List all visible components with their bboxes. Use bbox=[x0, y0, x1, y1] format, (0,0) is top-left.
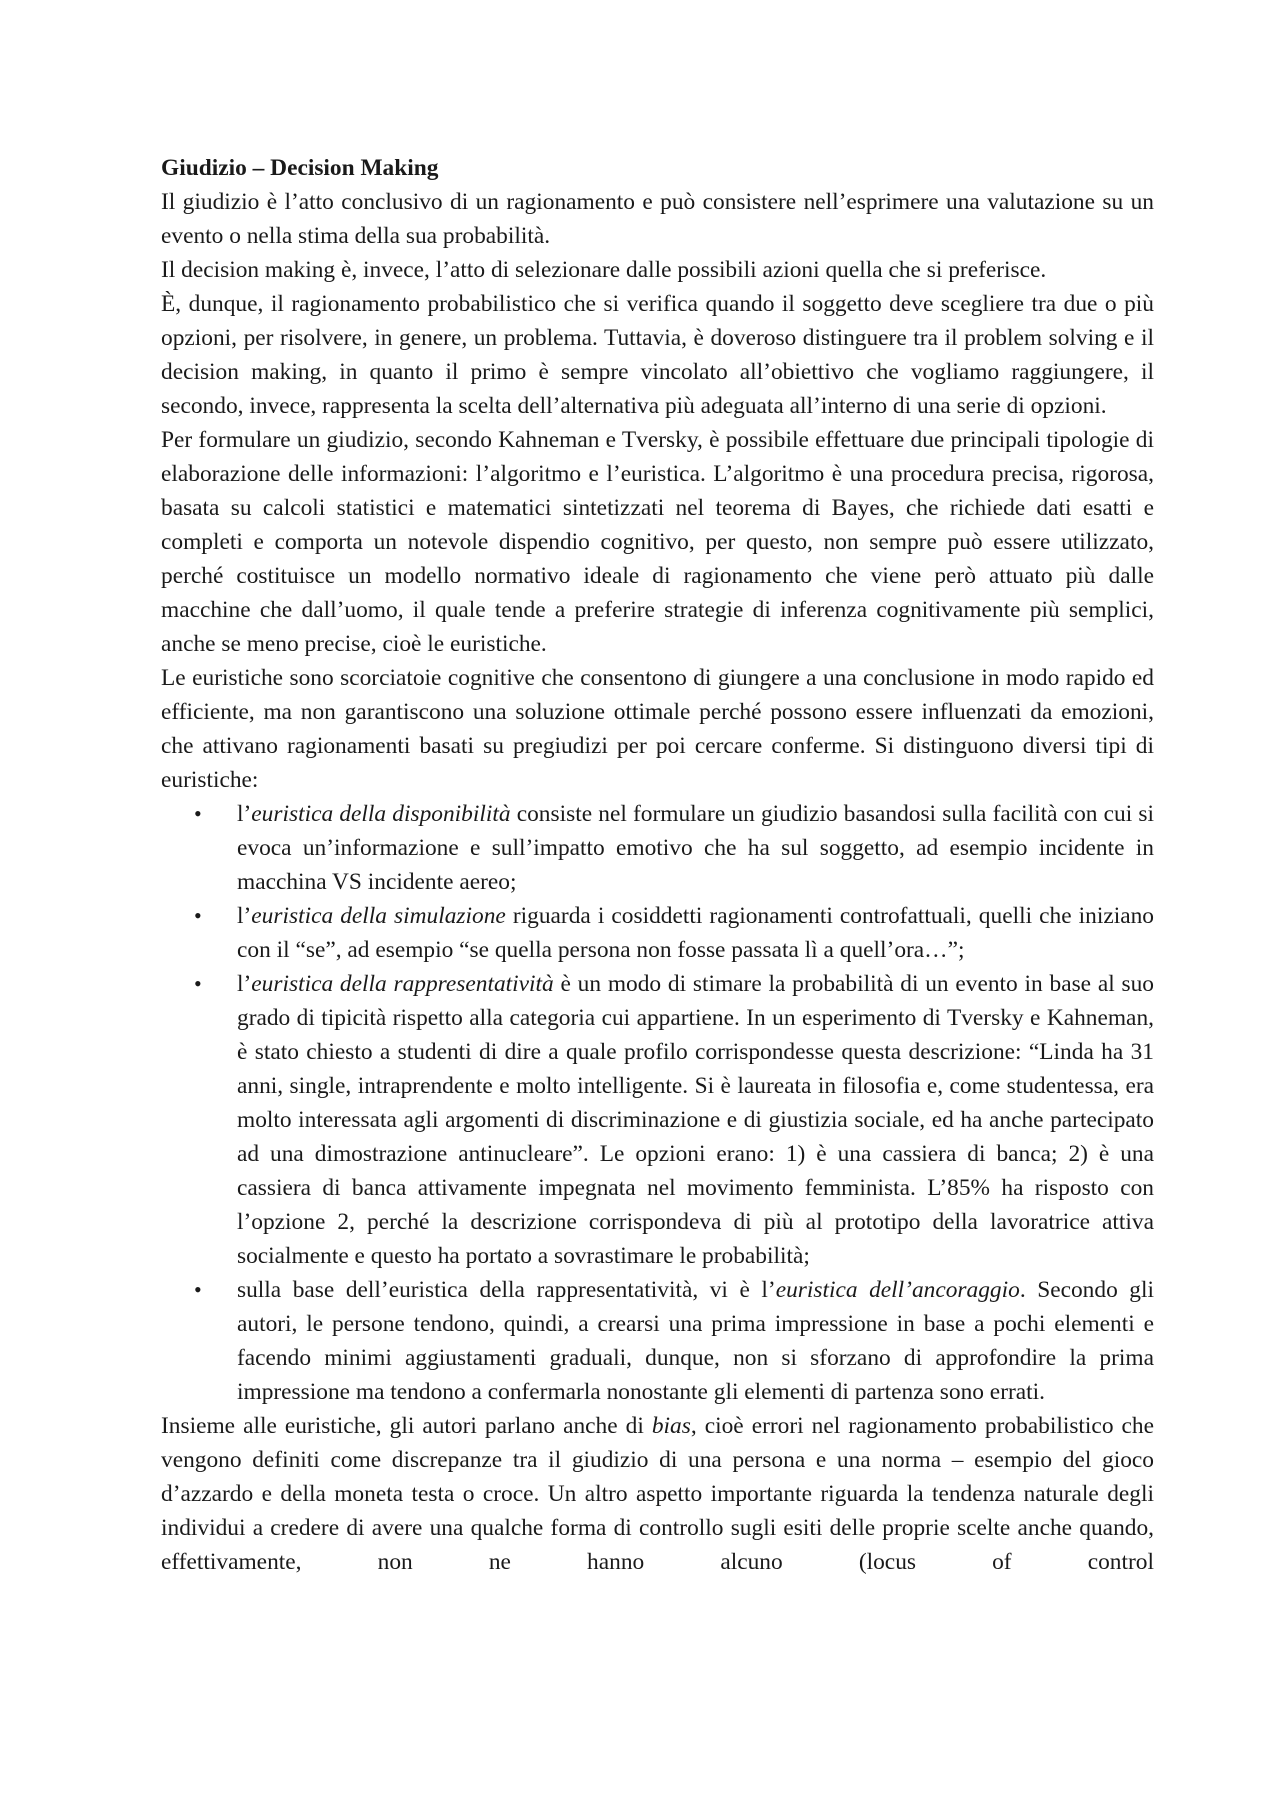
paragraph-probabilistic-reasoning: È, dunque, il ragionamento probabilistico che si verifica quando il soggetto deve scegliere tra due o più opzioni, per risolvere, in genere, un problema. Tuttavia, è doveroso distinguere tra il problem solving e il decision making, in quanto il primo è sempre vincolato all’obiettivo che vogliamo raggiungere, il secondo, invece, rappresenta la scelta dell’alternativa più adeguata all’interno di una serie di opzioni. bbox=[161, 291, 1154, 419]
list-item-ancoraggio bbox=[194, 1273, 1154, 1409]
document-page bbox=[161, 151, 1154, 1579]
paragraph-algoritmo-euristica: Per formulare un giudizio, secondo Kahneman e Tversky, è possibile effettuare due principali tipologie di elaborazione delle informazioni: l’algoritmo e l’euristica. L’algoritmo è una procedura precisa, rigorosa, basata su calcoli statistici e matematici sintetizzati nel teorema di Bayes, che richiede dati esatti e completi e comporta un notevole dispendio cognitivo, per questo, non sempre può essere utilizzato, perché costituisce un modello normativo ideale di ragionamento che viene però attuato più dalle macchine che dall’uomo, il quale tende a preferire strategie di inferenza cognitivamente più semplici, anche se meno precise, cioè le euristiche. bbox=[161, 427, 1154, 657]
list-item-simulazione bbox=[194, 899, 1155, 967]
bullet-icon: • bbox=[194, 1277, 202, 1302]
paragraph-bias-start: Insieme alle euristiche, gli autori parlano anche di bbox=[161, 1413, 652, 1439]
list-item-prefix: l’ bbox=[237, 903, 252, 929]
paragraph-euristiche-intro: Le euristiche sono scorciatoie cognitive che consentono di giungere a una conclusione in modo rapido ed efficiente, ma non garantiscono una soluzione ottimale perché possono essere influenzati da emozioni, che attivano ragionamenti basati su pregiudizi per poi cercare conferme. Si distinguono diversi tipi di euristiche: bbox=[161, 665, 1154, 793]
paragraph-giudizio-definition: Il giudizio è l’atto conclusivo di un ragionamento e può consistere nell’esprimere una valutazione su un evento o nella stima della sua probabilità. bbox=[161, 189, 1154, 249]
paragraph-bias-end: , cioè errori nel ragionamento probabilistico che vengono definiti come discrepanze tra il giudizio di una persona e una norma – esempio del gioco d’azzardo e della moneta testa o croce. Un altro aspetto importante riguarda la tendenza naturale degli individui a credere di avere una qualche forma di controllo sugli esiti delle proprie scelte anche quando, effettivamente, non ne hanno alcuno (locus of control bbox=[161, 1413, 1154, 1575]
list-item-term: euristica della simulazione bbox=[251, 903, 506, 929]
list-item-disponibilita bbox=[194, 797, 1154, 899]
list-item-term: euristica della disponibilità bbox=[251, 801, 511, 827]
list-item-rappresentativita bbox=[194, 967, 1154, 1273]
list-item-text: riguarda i cosiddetti ragionamenti controfattuali, quelli che iniziano con il “se”, ad esempio “se quella persona non fosse passata lì a quell’ora…”; bbox=[237, 903, 1155, 963]
paragraph-bias bbox=[161, 1409, 1154, 1579]
list-item-term: euristica della rappresentatività bbox=[251, 971, 554, 997]
euristiche-list bbox=[161, 797, 1154, 1409]
bullet-icon: • bbox=[194, 801, 202, 826]
list-item-text: è un modo di stimare la probabilità di un evento in base al suo grado di tipicità rispetto alla categoria cui appartiene. In un esperimento di Tversky e Kahneman, è stato chiesto a studenti di dire a quale profilo corrispondesse questa descrizione: “Linda ha 31 anni, single, intraprendente e molto intelligente. Si è laureata in filosofia e, come studentessa, era molto interessata agli argomenti di discriminazione e di giustizia sociale, ed ha anche partecipato ad una dimostrazione antinucleare”. Le opzioni erano: 1) è una cassiera di banca; 2) è una cassiera di banca attivamente impegnata nel movimento femminista. L’85% ha risposto con l’opzione 2, perché la descrizione corrispondeva di più al prototipo della lavoratrice attiva socialmente e questo ha portato a sovrastimare le probabilità; bbox=[237, 971, 1154, 1269]
list-item-text: . Secondo gli autori, le persone tendono, quindi, a crearsi una prima impressione in base a pochi elementi e facendo minimi aggiustamenti graduali, dunque, non si sforzano di approfondire la prima impressione ma tendono a confermarla nonostante gli elementi di partenza sono errati. bbox=[237, 1277, 1154, 1405]
paragraph-decision-making-definition: Il decision making è, invece, l’atto di selezionare dalle possibili azioni quella che si preferisce. bbox=[161, 257, 1047, 283]
bullet-icon: • bbox=[194, 903, 202, 928]
bullet-icon: • bbox=[194, 971, 202, 996]
list-item-prefix: sulla base dell’euristica della rappresentatività, vi è l’ bbox=[237, 1277, 776, 1303]
list-item-prefix: l’ bbox=[237, 801, 252, 827]
document-title: Giudizio – Decision Making bbox=[161, 155, 439, 181]
list-item-term: euristica dell’ancoraggio bbox=[775, 1277, 1020, 1303]
bias-term: bias bbox=[651, 1413, 691, 1439]
list-item-prefix: l’ bbox=[237, 971, 252, 997]
list-item-text: consiste nel formulare un giudizio basandosi sulla facilità con cui si evoca un’informazione e sull’impatto emotivo che ha sul soggetto, ad esempio incidente in macchina VS incidente aereo; bbox=[237, 801, 1154, 895]
